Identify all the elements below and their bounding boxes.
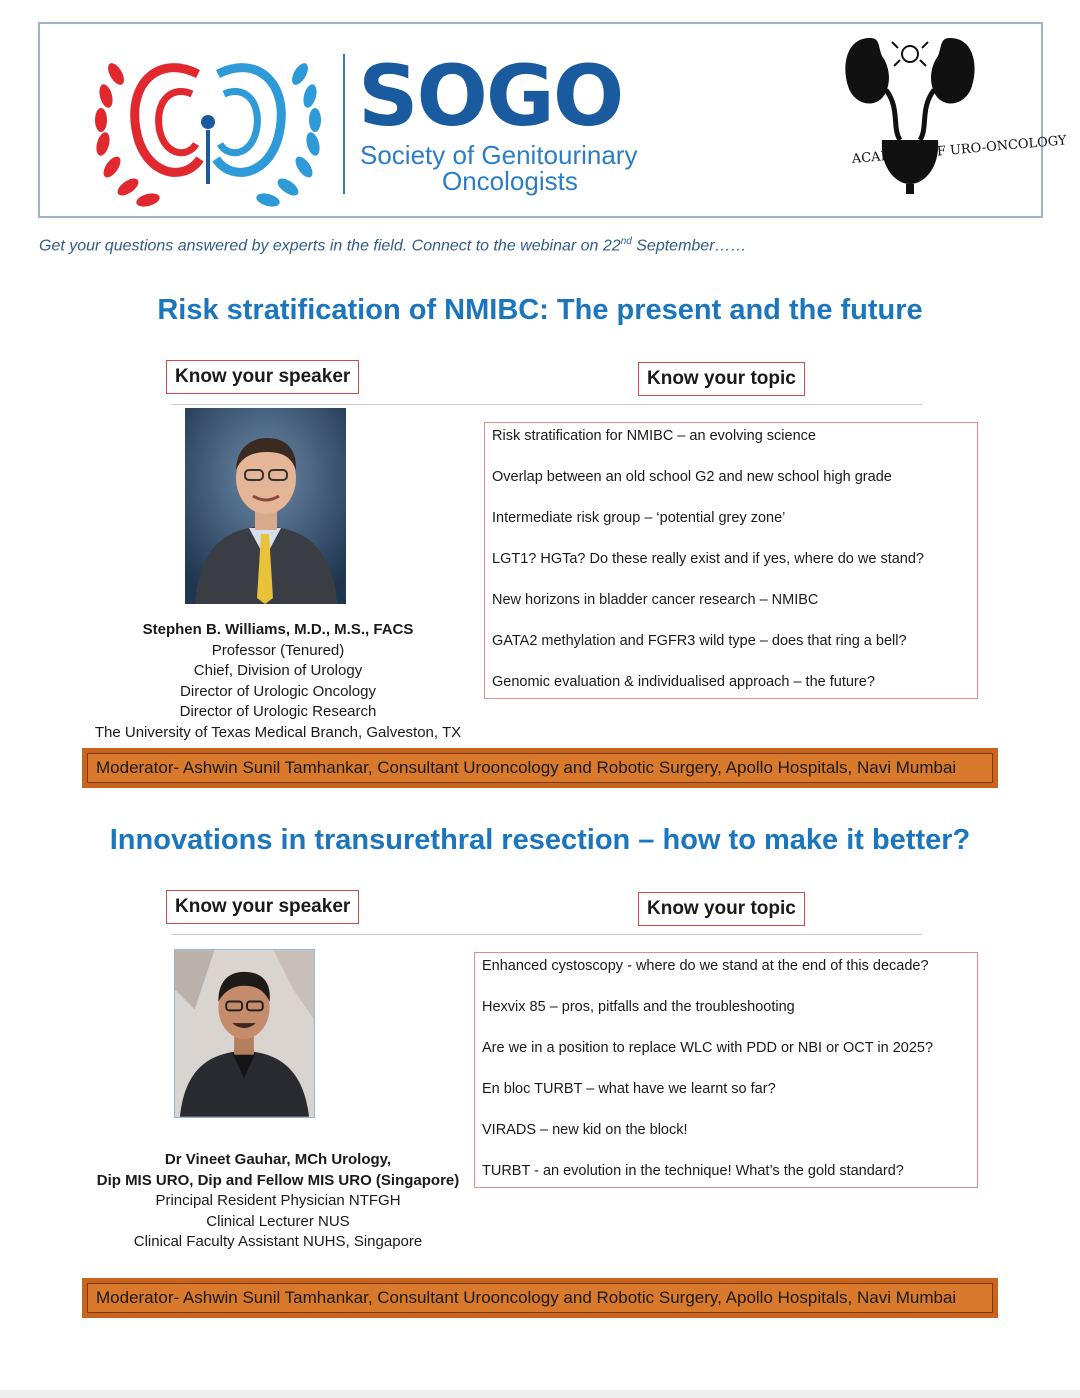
- sogo-subtitle-line2: Oncologists: [442, 166, 578, 196]
- academy-name-text: ACADEMY OF URO-ONCOLOGY: [851, 133, 1068, 168]
- speaker-1-photo: [185, 408, 346, 604]
- session-1-moderator-bar: [82, 748, 998, 788]
- topic-item: Hexvix 85 – pros, pitfalls and the troubleshooting: [482, 999, 795, 1015]
- speaker-2-line: Clinical Faculty Assistant NUHS, Singapore: [133, 1233, 423, 1250]
- session-1-topic-label: Know your topic: [638, 362, 805, 396]
- session-2-speaker-label: Know your speaker: [166, 890, 359, 924]
- speaker-2-photo: [174, 949, 315, 1118]
- speaker-2-info: [60, 1150, 496, 1253]
- topic-item: Enhanced cystoscopy - where do we stand at the end of this decade?: [482, 958, 929, 974]
- session-1-rule: [172, 404, 922, 405]
- topic-item: GATA2 methylation and FGFR3 wild type – does that ring a bell?: [492, 633, 907, 649]
- speaker-2-line: Clinical Lecturer NUS: [206, 1212, 350, 1230]
- topic-item: Genomic evaluation & individualised approach – the future?: [492, 674, 875, 690]
- topic-item: VIRADS – new kid on the block!: [482, 1122, 688, 1138]
- session-2-topic-list: [474, 952, 978, 1188]
- topic-item: Intermediate risk group – ‘potential grey zone’: [492, 510, 786, 526]
- sogo-title: SOGO: [358, 47, 623, 145]
- session-2-title: Innovations in transurethral resection – how to make it better?: [109, 824, 971, 856]
- topic-item: TURBT - an evolution in the technique! What’s the gold standard?: [482, 1163, 904, 1179]
- speaker-1-info: [60, 620, 496, 743]
- speaker-1-line: The University of Texas Medical Branch, Galveston, TX: [94, 723, 462, 741]
- topic-item: LGT1? HGTa? Do these really exist and if yes, where do we stand?: [492, 551, 924, 567]
- session-1-title: Risk stratification of NMIBC: The present and the future: [157, 294, 923, 326]
- topic-item: New horizons in bladder cancer research – NMIBC: [492, 592, 819, 608]
- tagline: Get your questions answered by experts in the field. Connect to the webinar on 22nd September……: [39, 236, 747, 255]
- topic-item: En bloc TURBT – what have we learnt so far?: [482, 1081, 776, 1097]
- session-1-moderator-text: Moderator- Ashwin Sunil Tamhankar, Consultant Urooncology and Robotic Surgery, Apollo Hospitals, Navi Mumbai: [87, 753, 993, 783]
- speaker-1-name: Stephen B. Williams, M.D., M.S., FACS: [142, 621, 414, 638]
- topic-item: Risk stratification for NMIBC – an evolving science: [492, 428, 816, 444]
- academy-uro-oncology-logo: [830, 28, 1068, 214]
- session-2-topic-label: Know your topic: [638, 892, 805, 926]
- session-1-speaker-label: Know your speaker: [166, 360, 359, 394]
- session-2-moderator-bar: [82, 1278, 998, 1318]
- speaker-2-name-line2: Dip MIS URO, Dip and Fellow MIS URO (Singapore): [96, 1171, 460, 1189]
- header-banner: [38, 22, 1068, 218]
- speaker-2-line: Principal Resident Physician NTFGH: [155, 1192, 401, 1209]
- speaker-1-line: Director of Urologic Oncology: [180, 682, 376, 700]
- speaker-2-name-line1: Dr Vineet Gauhar, MCh Urology,: [164, 1151, 392, 1168]
- session-1-topic-list: [484, 422, 978, 699]
- session-2-moderator-text: Moderator- Ashwin Sunil Tamhankar, Consultant Urooncology and Robotic Surgery, Apollo Hospitals, Navi Mumbai: [87, 1283, 993, 1313]
- session-2-rule: [172, 934, 922, 935]
- logo-divider: [343, 54, 345, 194]
- speaker-1-line: Professor (Tenured): [211, 641, 345, 659]
- sogo-kidney-logo: [88, 34, 328, 210]
- speaker-1-line: Director of Urologic Research: [179, 703, 377, 720]
- sogo-subtitle-line1: Society of Genitourinary: [360, 140, 638, 170]
- topic-item: Overlap between an old school G2 and new school high grade: [492, 469, 892, 485]
- topic-item: Are we in a position to replace WLC with PDD or NBI or OCT in 2025?: [482, 1040, 934, 1056]
- speaker-1-line: Chief, Division of Urology: [193, 662, 363, 679]
- page-bottom-edge: [0, 1390, 1080, 1398]
